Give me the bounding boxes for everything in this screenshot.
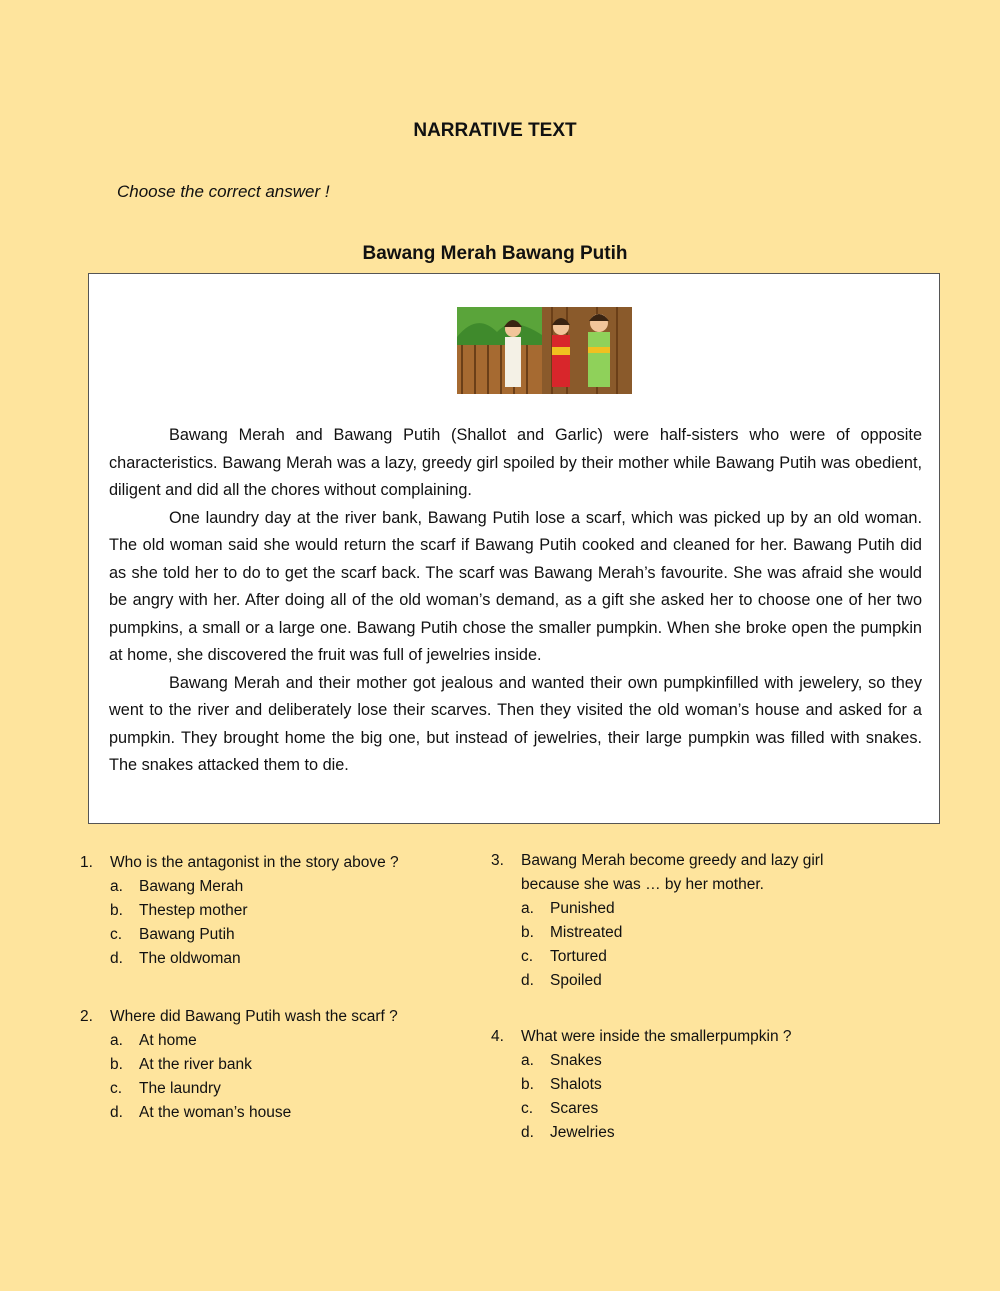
question-3 — [491, 849, 851, 993]
option-text: At home — [139, 1032, 197, 1049]
instruction-text: Choose the correct answer ! — [117, 182, 330, 201]
question-stem — [80, 851, 460, 875]
story-title: Bawang Merah Bawang Putih — [362, 243, 628, 264]
option-text: Bawang Putih — [139, 926, 235, 943]
option-letter: c. — [521, 1100, 534, 1117]
answer-option-c[interactable] — [491, 945, 851, 969]
answer-option-a[interactable] — [491, 897, 851, 921]
question-text: Where did Bawang Putih wash the scarf ? — [110, 1008, 398, 1025]
option-letter: b. — [110, 1056, 123, 1073]
option-letter: d. — [521, 972, 534, 989]
option-text: At the river bank — [139, 1056, 252, 1073]
option-text: Mistreated — [550, 924, 623, 941]
answer-option-a[interactable] — [80, 875, 460, 899]
option-text: The laundry — [139, 1080, 221, 1097]
option-text: Bawang Merah — [139, 878, 244, 895]
story-paragraph: Bawang Merah and their mother got jealous and wanted their own pumpkinfilled with jewelery, so they went to the river and deliberately lose their scarves. Then they visited the old woman’s house and asked for a pumpkin. They brought home the big one, but instead of jewelries, their large pumpkin was filled with snakes. The snakes attacked them to die. — [109, 673, 922, 774]
answer-option-c[interactable] — [491, 1097, 871, 1121]
answer-option-b[interactable] — [491, 1073, 871, 1097]
option-text: Thestep mother — [139, 902, 248, 919]
story-illustration — [457, 307, 632, 394]
option-letter: b. — [110, 902, 123, 919]
answer-option-d[interactable] — [80, 1101, 460, 1125]
answer-option-a[interactable] — [80, 1029, 460, 1053]
answer-option-d[interactable] — [491, 969, 851, 993]
question-1 — [80, 851, 460, 971]
answer-option-b[interactable] — [491, 921, 851, 945]
option-text: Punished — [550, 900, 615, 917]
question-number: 2. — [80, 1008, 93, 1025]
option-letter: c. — [521, 948, 534, 965]
answer-option-d[interactable] — [491, 1121, 871, 1145]
option-text: Shalots — [550, 1076, 602, 1093]
option-text: Jewelries — [550, 1124, 615, 1141]
question-text: Who is the antagonist in the story above ? — [110, 854, 399, 871]
option-text: At the woman’s house — [139, 1104, 292, 1121]
question-number: 4. — [491, 1028, 504, 1045]
option-letter: d. — [110, 950, 123, 967]
option-text: Snakes — [550, 1052, 602, 1069]
story-text — [109, 422, 922, 780]
option-letter: c. — [110, 1080, 123, 1097]
option-text: Scares — [550, 1100, 599, 1117]
question-2 — [80, 1005, 460, 1125]
option-text: Spoiled — [550, 972, 602, 989]
answer-option-d[interactable] — [80, 947, 460, 971]
option-letter: a. — [110, 1032, 123, 1049]
option-text: Tortured — [550, 948, 607, 965]
option-letter: a. — [521, 900, 534, 917]
answer-option-b[interactable] — [80, 899, 460, 923]
story-box — [88, 273, 940, 824]
option-letter: a. — [521, 1052, 534, 1069]
question-stem — [491, 1025, 871, 1049]
question-number: 3. — [491, 852, 504, 869]
option-letter: a. — [110, 878, 123, 895]
answer-option-c[interactable] — [80, 1077, 460, 1101]
option-letter: b. — [521, 1076, 534, 1093]
page-title: NARRATIVE TEXT — [413, 120, 577, 141]
option-text: The oldwoman — [139, 950, 241, 967]
answer-option-b[interactable] — [80, 1053, 460, 1077]
question-stem — [491, 849, 851, 897]
option-letter: b. — [521, 924, 534, 941]
answer-option-c[interactable] — [80, 923, 460, 947]
option-letter: d. — [110, 1104, 123, 1121]
option-letter: d. — [521, 1124, 534, 1141]
question-number: 1. — [80, 854, 93, 871]
story-paragraph: Bawang Merah and Bawang Putih (Shallot and Garlic) were half-sisters who were of opposite characteristics. Bawang Merah was a lazy, greedy girl spoiled by their mother while Bawang Putih was obedient, diligent and did all the chores without complaining. — [109, 426, 922, 499]
question-stem — [80, 1005, 460, 1029]
answer-option-a[interactable] — [491, 1049, 871, 1073]
option-letter: c. — [110, 926, 123, 943]
question-4 — [491, 1025, 871, 1145]
story-paragraph: One laundry day at the river bank, Bawang Putih lose a scarf, which was picked up by an old woman. The old woman said she would return the scarf if Bawang Putih cooked and cleaned for her. Bawang Putih did as she told her to do to get the scarf back. The scarf was Bawang Merah’s favourite. She was afraid she would be angry with her. After doing all of the old woman’s demand, as a gift she asked her to choose one of her two pumpkins, a small or a large one. Bawang Putih chose the smaller pumpkin. When she broke open the pumpkin at home, she discovered the fruit was full of jewelries inside. — [109, 508, 922, 664]
question-text: Bawang Merah become greedy and lazy girl because she was … by her mother. — [521, 852, 824, 893]
question-text: What were inside the smallerpumpkin ? — [521, 1028, 792, 1045]
